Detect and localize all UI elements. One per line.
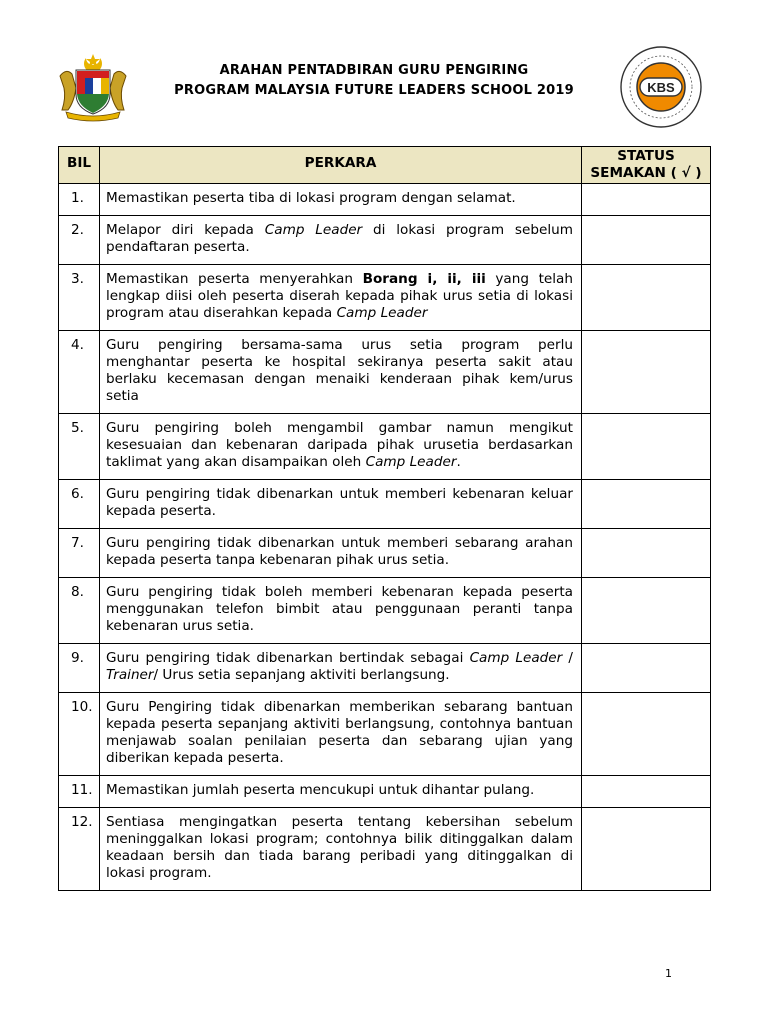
perkara-text: Sentiasa mengingatkan peserta tentang kebersihan sebelum meninggalkan lokasi program; contohnya bilik ditinggalkan dalam keadaan bersih dan tiada barang peribadi yang ditinggalkan di lokasi program.: [106, 814, 573, 881]
table-row: [59, 578, 711, 644]
table-row: [59, 414, 711, 480]
malaysia-coat-of-arms-icon: [56, 54, 130, 122]
status-semakan-cell[interactable]: [582, 414, 711, 480]
row-perkara: [100, 216, 582, 265]
row-perkara: [100, 184, 582, 216]
row-number: 12.: [59, 808, 100, 891]
perkara-text: Camp Leader: [365, 454, 457, 470]
row-number: 6.: [59, 480, 100, 529]
table-row: [59, 808, 711, 891]
status-semakan-cell[interactable]: [582, 184, 711, 216]
perkara-text: Guru pengiring tidak boleh memberi kebenaran kepada peserta menggunakan telefon bimbit atau penggunaan peranti tanpa kebenaran urus setia.: [106, 584, 573, 634]
kbs-logo-text: KBS: [647, 80, 675, 95]
header-status-semakan: [582, 147, 711, 184]
row-number: 9.: [59, 644, 100, 693]
table-row: [59, 776, 711, 808]
document-title: ARAHAN PENTADBIRAN GURU PENGIRING: [219, 63, 529, 78]
row-perkara: [100, 480, 582, 529]
table-row: [59, 265, 711, 331]
perkara-text: Camp Leader: [469, 650, 563, 666]
header-status-line2: SEMAKAN ( √ ): [590, 165, 702, 181]
table-row: [59, 480, 711, 529]
row-number: 3.: [59, 265, 100, 331]
status-semakan-cell[interactable]: [582, 265, 711, 331]
perkara-text: Guru pengiring bersama-sama urus setia program perlu menghantar peserta ke hospital sekiranya peserta sakit atau berlaku kecemasan dengan menaiki kenderaan pihak kem/urus setia: [106, 337, 573, 404]
perkara-text: Memastikan peserta menyerahkan: [106, 271, 363, 287]
row-number: 11.: [59, 776, 100, 808]
perkara-text: Guru pengiring tidak dibenarkan untuk memberi sebarang arahan kepada peserta tanpa kebenaran pihak urus setia.: [106, 535, 573, 568]
perkara-text: Guru Pengiring tidak dibenarkan memberikan sebarang bantuan kepada peserta sepanjang aktiviti berlangsung, contohnya bantuan menjawab soalan penilaian peserta dan sebarang ujian yang diberikan kepada peserta.: [106, 699, 573, 766]
row-perkara: [100, 529, 582, 578]
row-perkara: [100, 644, 582, 693]
perkara-text: Guru pengiring boleh mengambil gambar namun mengikut kesesuaian dan kebenaran daripada pihak urusetia berdasarkan taklimat yang akan disampaikan oleh: [106, 420, 573, 470]
row-number: 4.: [59, 331, 100, 414]
table-row: [59, 529, 711, 578]
table-row: [59, 216, 711, 265]
perkara-text: Memastikan jumlah peserta mencukupi untuk dihantar pulang.: [106, 782, 535, 798]
status-semakan-cell[interactable]: [582, 529, 711, 578]
row-perkara: [100, 331, 582, 414]
header-perkara: PERKARA: [100, 147, 582, 184]
perkara-text: .: [456, 454, 461, 470]
table-header-row: [59, 147, 711, 184]
perkara-text: Camp Leader: [336, 305, 428, 321]
row-number: 10.: [59, 693, 100, 776]
row-number: 8.: [59, 578, 100, 644]
row-perkara: [100, 693, 582, 776]
row-number: 2.: [59, 216, 100, 265]
row-number: 1.: [59, 184, 100, 216]
header-status-line1: STATUS: [617, 148, 675, 164]
perkara-text: Borang i, ii, iii: [362, 271, 486, 287]
perkara-text: yang telah lengkap diisi oleh peserta diserah kepada pihak urus setia di lokasi program atau diserahkan kepada: [106, 271, 573, 321]
status-semakan-cell[interactable]: [582, 331, 711, 414]
perkara-text: Guru pengiring tidak dibenarkan bertindak sebagai: [106, 650, 470, 666]
row-number: 7.: [59, 529, 100, 578]
page-number: 1: [665, 967, 672, 980]
status-semakan-cell[interactable]: [582, 578, 711, 644]
document-subtitle: PROGRAM MALAYSIA FUTURE LEADERS SCHOOL 2019: [174, 83, 574, 98]
row-perkara: [100, 808, 582, 891]
row-perkara: [100, 578, 582, 644]
perkara-text: Trainer: [106, 667, 154, 683]
table-row: [59, 331, 711, 414]
checklist-table: [58, 146, 711, 891]
status-semakan-cell[interactable]: [582, 693, 711, 776]
row-perkara: [100, 265, 582, 331]
status-semakan-cell[interactable]: [582, 808, 711, 891]
perkara-text: / Urus setia sepanjang aktiviti berlangsung.: [153, 667, 450, 683]
row-number: 5.: [59, 414, 100, 480]
status-semakan-cell[interactable]: [582, 480, 711, 529]
table-row: [59, 644, 711, 693]
table-body: [59, 184, 711, 891]
perkara-text: Memastikan peserta tiba di lokasi program dengan selamat.: [106, 190, 516, 206]
perkara-text: Guru pengiring tidak dibenarkan untuk memberi kebenaran keluar kepada peserta.: [106, 486, 573, 519]
table-row: [59, 693, 711, 776]
header-bil: BIL: [59, 147, 100, 184]
row-perkara: [100, 414, 582, 480]
kbs-ministry-logo-icon: [618, 44, 704, 130]
perkara-text: Camp Leader: [264, 222, 363, 238]
perkara-text: Melapor diri kepada: [106, 222, 265, 238]
table-row: [59, 184, 711, 216]
status-semakan-cell[interactable]: [582, 644, 711, 693]
perkara-text: di lokasi program sebelum pendaftaran peserta.: [106, 222, 573, 255]
row-perkara: [100, 776, 582, 808]
status-semakan-cell[interactable]: [582, 216, 711, 265]
perkara-text: /: [562, 650, 573, 666]
status-semakan-cell[interactable]: [582, 776, 711, 808]
